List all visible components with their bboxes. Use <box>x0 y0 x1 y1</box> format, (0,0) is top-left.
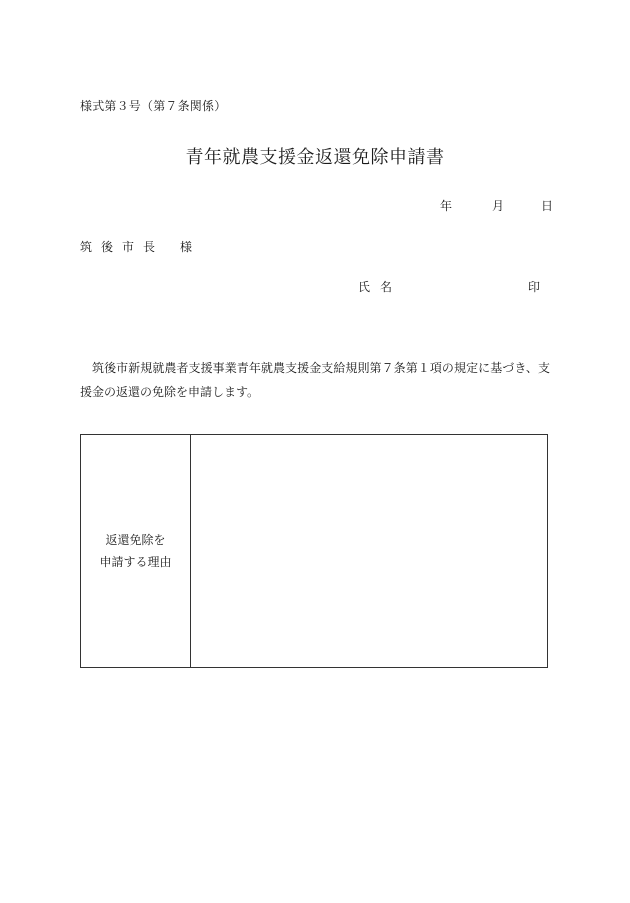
body-text: 筑後市新規就農者支援事業青年就農支援金支給規則第７条第１項の規定に基づき、支援金の返還の免除を申請します。 <box>80 361 550 399</box>
addressee-name: 筑後市長 <box>80 240 165 254</box>
reason-label-cell <box>81 435 191 667</box>
form-number: 様式第３号（第７条関係） <box>80 99 227 113</box>
applicant-name-label: 氏名 <box>358 280 403 294</box>
reason-label-line1: 返還免除を <box>105 533 166 547</box>
reason-table <box>80 434 548 668</box>
seal-label: 印 <box>528 280 541 294</box>
document-title: 青年就農支援金返還免除申請書 <box>185 147 445 168</box>
reason-content-field[interactable] <box>191 435 547 667</box>
addressee-honorific: 様 <box>180 240 193 254</box>
reason-label-line2: 申請する理由 <box>99 555 172 569</box>
date-day-label: 日 <box>541 199 554 213</box>
date-year-label: 年 <box>440 199 453 213</box>
date-month-label: 月 <box>492 199 505 213</box>
